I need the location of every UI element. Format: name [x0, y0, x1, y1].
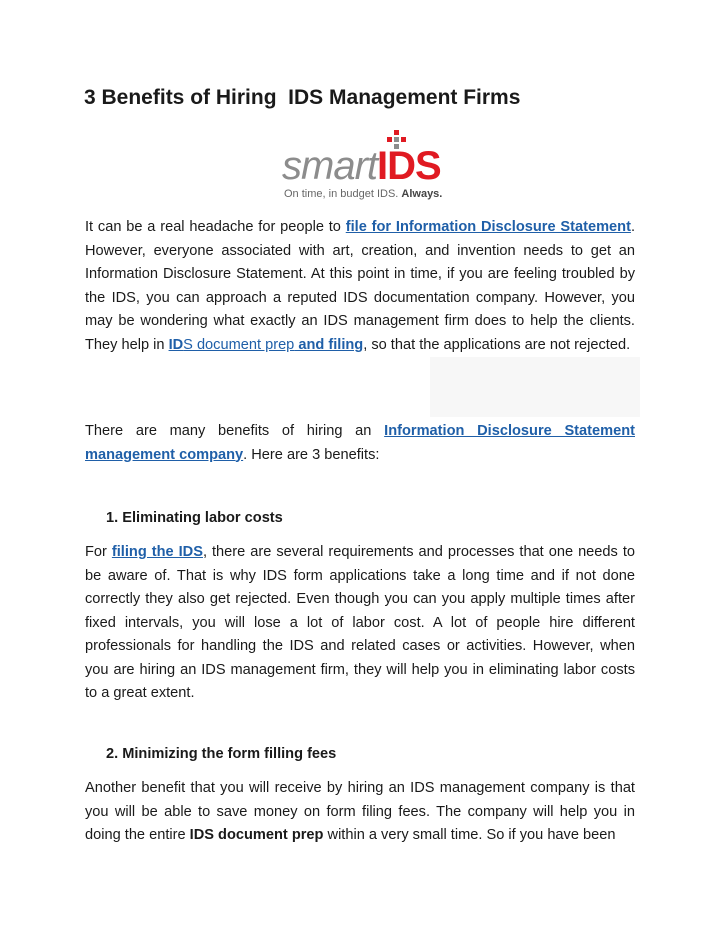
logo-word-ids: IDS [377, 144, 441, 188]
text: . Here are 3 benefits: [243, 446, 380, 463]
logo-square [394, 137, 399, 142]
logo-wordmark [282, 146, 441, 186]
background-shade [430, 357, 640, 417]
paragraph-form-fees [85, 777, 635, 848]
text: . However, everyone associated with art, creation, and invention needs to get an Information Disclosure Statement. At this point in time, if you are feeling troubled by the IDS, you can approach a reputed IDS documentation company. However, you may be wondering what exactly an IDS management firm does to help the clients. They help in [85, 219, 635, 353]
text: within a very small time. So if you have been [323, 827, 616, 843]
link-filing-the-ids[interactable]: filing the IDS [111, 544, 203, 560]
link-part: and filing [294, 336, 364, 353]
page-title: 3 Benefits of Hiring IDS Management Firms [84, 86, 521, 109]
logo-tagline [284, 188, 442, 200]
text: It can be a real headache for people to [85, 219, 346, 235]
logo-square [394, 130, 399, 135]
section-heading-1: 1. Eliminating labor costs [106, 510, 283, 526]
logo-tagline-bold: Always. [401, 188, 443, 200]
link-file-ids[interactable]: file for Information Disclosure Statement [345, 219, 631, 235]
text: , there are several requirements and processes that one needs to be aware of. That is why IDS form applications take a long time and if not done correctly they also get rejected. Even though you can you apply multiple times after fixed intervals, you will lose a lot of labor cost. A lot of people hire different professionals for handling the IDS and related cases or activities. However, when you are hiring an IDS management firm, they will help you in eliminating labor costs to a great extent. [85, 544, 635, 701]
logo-word-smart: smart [282, 144, 377, 188]
link-ids-document-prep[interactable] [169, 337, 364, 353]
smartids-logo [282, 130, 442, 202]
paragraph-labor-costs [85, 541, 635, 706]
paragraph-intro [85, 216, 635, 357]
link-ids-management-company[interactable]: Information Disclosure Statement management company [85, 423, 636, 463]
text: , so that the applications are not rejected. [363, 336, 631, 353]
section-heading-2: 2. Minimizing the form filling fees [106, 746, 337, 762]
text: Another benefit that you will receive by hiring an IDS management company is that you will be able to save money on form filing fees. The company will help you in doing the entire [85, 780, 635, 843]
text: There are many benefits of hiring an [85, 423, 385, 439]
link-part: S document prep [183, 336, 295, 353]
text: For [85, 544, 112, 560]
paragraph-benefits [85, 420, 635, 467]
logo-tagline-text: On time, in budget IDS. [284, 188, 402, 200]
bold-text: IDS document prep [189, 827, 324, 843]
logo-square [387, 137, 392, 142]
link-part: ID [168, 336, 184, 353]
logo-square [401, 137, 406, 142]
